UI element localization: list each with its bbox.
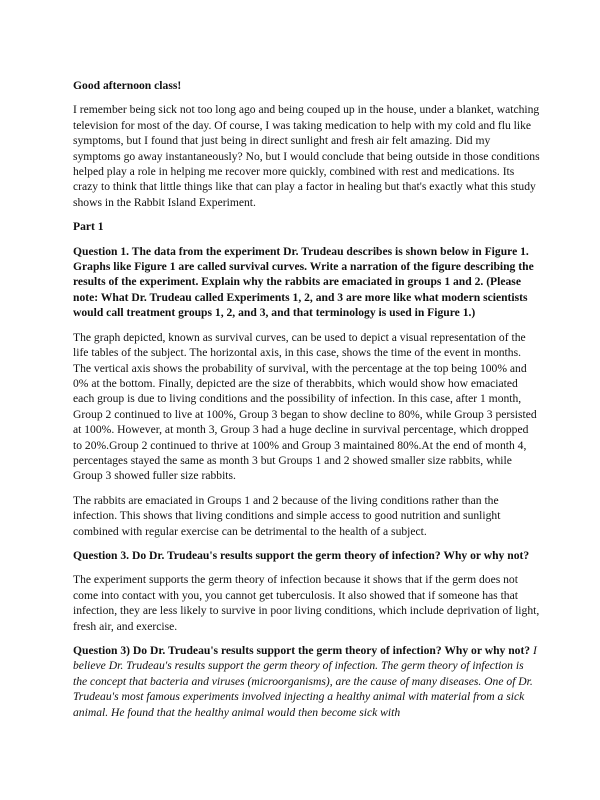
intro-paragraph: I remember being sick not too long ago and being couped up in the house, under a blanket, watching television for most of the day. Of course, I was taking medication to help with my cold and flu like symptoms, but I found that just being in direct sunlight and fresh air felt amazing. Did my symptoms go away instantaneously? No, but I would conclude that being outside in those conditions helped play a role in helping me recover more quickly, combined with rest and medications. Its crazy to think that little things like that can play a factor in healing but that's exactly what this study shows in the Rabbit Island Experiment. xyxy=(73,103,540,209)
answer-3-paragraph: The experiment supports the germ theory of infection because it shows that if the germ does not come into contact with you, you cannot get tuberculosis. It also showed that if someone has that infection, they are less likely to survive in poor living conditions, which include deprivation of light, fresh air, and exercise. xyxy=(73,573,540,633)
question-3: Question 3. Do Dr. Trudeau's results support the germ theory of infection? Why or why not? xyxy=(73,548,530,562)
question-3b: Question 3) Do Dr. Trudeau's results support the germ theory of infection? Why or why not? xyxy=(73,644,531,657)
answer-3b-text: I believe Dr. Trudeau's results support the germ theory of infection. The germ theory of infection is the concept that bacteria and viruses (microorganisms), are the cause of many diseases. One of Dr. Trudeau's most famous experiments involved injecting a healthy animal with material from a sick animal. He found that the healthy animal would then become sick with xyxy=(73,644,537,719)
question-3b-block xyxy=(73,643,540,720)
question-1: Question 1. The data from the experiment Dr. Trudeau describes is shown below in Figure 1. Graphs like Figure 1 are called survival curves. Write a narration of the figure describing the results of the experiment. Explain why the rabbits are emaciated in groups 1 and 2. (Please note: What Dr. Trudeau called Experiments 1, 2, and 3 are more like what modern scientists would call treatment groups 1, 2, and 3, and that terminology is used in Figure 1.) xyxy=(73,244,534,320)
answer-1-paragraph-1: The graph depicted, known as survival curves, can be used to depict a visual representation of the life tables of the subject. The horizontal axis, in this case, shows the time of the event in months. The vertical axis shows the probability of survival, with the percentage at the top being 100% and 0% at the bottom. Finally, depicted are the size of therabbits, which would show how emaciated each group is due to living conditions and the possibility of infection. In this case, after 1 month, Group 2 continued to live at 100%, Group 3 began to show decline to 80%, while Group 3 persisted at 100%. However, at month 3, Group 3 had a huge decline in survival percentage, which dropped to 20%.Group 2 continued to thrive at 100% and Group 3 maintained 80%.At the end of month 4, percentages stayed the same as month 3 but Groups 1 and 2 showed smaller size rabbits, while Group 3 showed fuller size rabbits. xyxy=(73,330,537,483)
greeting-heading: Good afternoon class! xyxy=(73,79,182,92)
part-heading: Part 1 xyxy=(73,220,104,234)
answer-1-paragraph-2: The rabbits are emaciated in Groups 1 and 2 because of the living conditions rather than the infection. This shows that living conditions and simple access to good nutrition and sunlight combined with regular exercise can be detrimental to the health of a subject. xyxy=(73,493,501,538)
